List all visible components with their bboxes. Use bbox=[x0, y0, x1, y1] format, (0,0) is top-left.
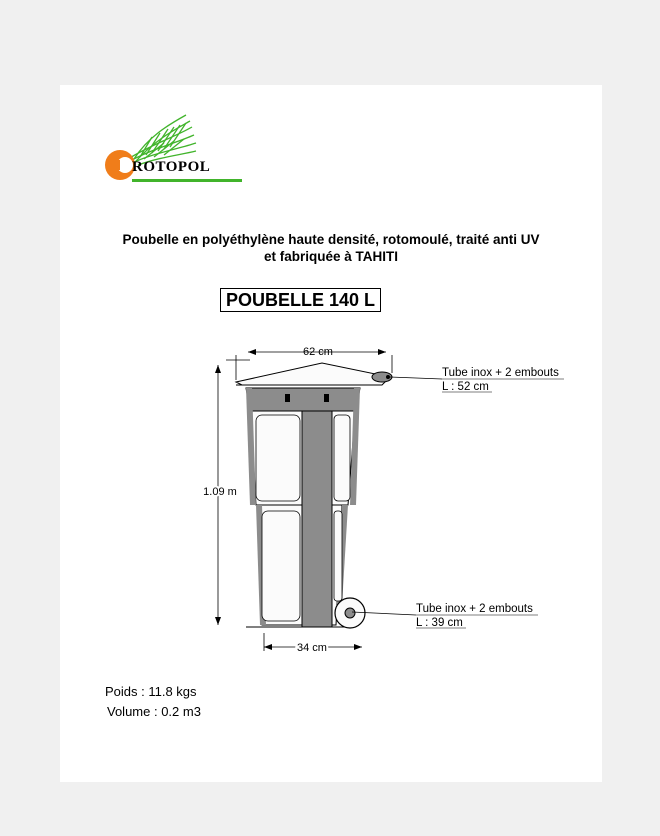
width-bottom-label: 34 cm bbox=[297, 642, 327, 654]
product-title: POUBELLE 140 L bbox=[220, 288, 381, 312]
lid-tube-length: L : 52 cm bbox=[442, 381, 489, 393]
wheel-tube-length: L : 39 cm bbox=[416, 617, 463, 629]
bin-lid bbox=[236, 363, 390, 385]
lid-tube-note: Tube inox + 2 embouts bbox=[442, 367, 559, 379]
brand-name: ROTOPOL bbox=[132, 159, 211, 175]
description-line-2: et fabriquée à TAHITI bbox=[263, 249, 399, 264]
description-line-1: Poubelle en polyéthylène haute densité, rotomoulé, traité anti UV bbox=[122, 232, 540, 247]
weight-spec: Poids : 11.8 kgs bbox=[105, 684, 197, 699]
volume-spec: Volume : 0.2 m3 bbox=[107, 704, 201, 719]
wheel-tube-note: Tube inox + 2 embouts bbox=[416, 603, 533, 615]
document-sheet bbox=[60, 85, 602, 782]
bin-center-column bbox=[302, 411, 332, 627]
width-top-label: 62 cm bbox=[303, 346, 333, 358]
height-label: 1.09 m bbox=[203, 486, 237, 498]
bin-technical-drawing bbox=[60, 85, 602, 782]
bin-rim bbox=[246, 388, 360, 411]
